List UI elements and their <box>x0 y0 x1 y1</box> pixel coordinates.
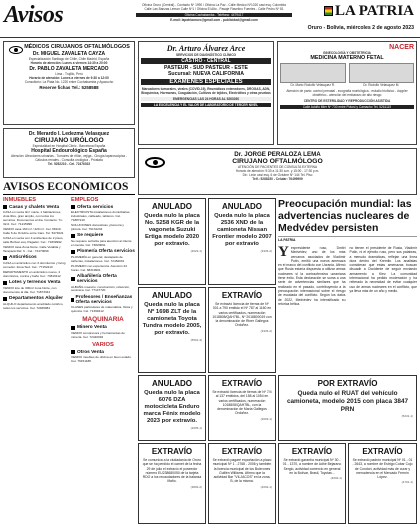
gine-body: Atención de parto: control prenatal - ecografía morfológica - estudio biofísico - doppler obstétrico - atención del embarazo de alto riesgo <box>286 89 408 97</box>
lab-special: EXÁMENES ESPECIALES <box>141 79 271 85</box>
schedule: Horario de atención: Lunes a viernes 14:30 a 20:00 <box>30 61 108 65</box>
subheading-label: Lotes y terrenos Venta <box>9 280 61 286</box>
doctor-name: Dr. JORGE PERALOZA LEMA <box>234 151 321 158</box>
ad-code: (5231-1) <box>401 414 413 419</box>
doctor-photos <box>280 63 414 87</box>
classified-ad: VENDO muebles de oficina en buen estado. Cel. 76151188 <box>71 355 132 363</box>
classified-ad: Se requiere señorita para atención al cliente en tienda. Cel. 73820091 <box>71 238 132 247</box>
classifieds-column-empleos <box>71 197 135 365</box>
square-bullet-icon <box>71 205 75 209</box>
page-header <box>0 0 420 38</box>
brand-name: LA PATRIA <box>334 3 414 19</box>
gine-center: CENTRO DE ESTERILIDAD Y REPRODUCCIÓN ASISTIDA <box>303 99 391 103</box>
lab-details: Marcadores tumorales, virales (COVID-19), Reumáticos extenedores, DROGAS, ADN, Bioquímica, Hormonas, Coagulación, Cultivos de tejidos, Electrólitos y otras pruebas <box>141 87 271 95</box>
ad-box <box>208 443 276 524</box>
hours: Horario de atención: 9:30 a 11:30 a.m. y 15:00 - 17:30 p.m. <box>235 169 320 173</box>
classified-ad: CASA en anticrético con 3 dormitorios y living comedor. Zona Sud. Cel.: 77152410 <box>3 260 66 269</box>
ad-box <box>138 198 206 285</box>
news-column <box>278 246 346 306</box>
classified-category: VARIOS <box>92 341 114 348</box>
classified-subheading <box>71 274 135 284</box>
classified-ad: PLOMERÍA en general, destapado de cañerías, instalaciones. Cel. 72484001 <box>71 254 125 263</box>
ad-box <box>208 287 276 373</box>
ad-box <box>138 287 206 373</box>
issue-date: Oruro - Bolivia, miércoles 2 de agosto 2023 <box>307 25 414 31</box>
classified-subheading <box>3 205 67 210</box>
classifieds-column-inmuebles <box>3 197 67 365</box>
classifieds-title: AVISOS ECONÓMICOS <box>3 181 135 195</box>
lab-quality: LA EXCELENCIA Y EL VALOR DE LABORATORIO DE TERCER NIVEL <box>141 103 271 107</box>
square-bullet-icon <box>3 281 7 285</box>
ad-body: Queda nulo la placa Nº 1698 ZLT de la camioneta Toyota Tundra modelo 2005, por extravío. <box>142 302 202 337</box>
classified-subheading <box>71 249 135 254</box>
brand-flag-icon <box>324 6 333 16</box>
section-logo: Avisos <box>4 2 64 28</box>
ad-box <box>348 443 417 524</box>
header-info-line: Oficina Cochabamba - Teléfono: 4479417 <box>136 13 292 17</box>
header-info-line: E-mail: lapatriaoruro@gmail.com - publicidad@gmail.com <box>170 17 258 22</box>
subheading-label: Minero Venta <box>77 325 107 331</box>
ad-code: (5501-3) <box>190 338 202 343</box>
ad-code: (3003-1) <box>260 416 272 421</box>
classified-ad: VENDO casa 160 m² / 220 m². Cel. 68110. Calle 6 de Octubre entre Caro. Tel. 5274021 <box>3 226 64 235</box>
ad-code: (3333-2) <box>260 249 272 254</box>
classified-ad: CASA en venta 3m² maza, 1 habitaciones, vista libre, gran amplio, con todos los servicios. Documentos al día. Contacto: 71-32-0. Cel.: 71215999 <box>3 210 63 226</box>
ad-body: Se extravió licencia de tierras de Nº 7/4 al 137 emitidos, del 158 al 1054 en varios certificados, numeración 1018808/QAH7BL, con la denominación de María Gallegos Ordoñez. <box>212 390 272 416</box>
header-contact-info <box>96 3 332 22</box>
doctor-name: Dr. Rodolfo Velasquez M. <box>363 83 400 87</box>
header-info-line: Calle Las Banzas Lemon Calle Nº1 / Oficina El Alto - Pasaje Flavelino Fuentes - Calle Pedro Nº 81 <box>144 7 284 12</box>
doctor-name: Dr. Merardo I. Ledezma Velasquez <box>28 131 110 137</box>
classified-ad: DEPARTAMENTO en anticrético nuevo, 2 dormitorios, cocina y baño Cel.: 73816112 <box>3 270 61 278</box>
ad-heading: EXTRAVÍO <box>221 291 263 300</box>
ad-laboratorio <box>138 41 274 145</box>
nacer-logo: NACER <box>389 44 414 51</box>
square-bullet-icon <box>71 326 75 330</box>
news-article <box>278 198 417 373</box>
news-column <box>350 246 418 306</box>
square-bullet-icon <box>3 205 7 209</box>
ad-code: (4002-1) <box>260 484 272 489</box>
news-text: expresidente ruso, Dmitri Medvédev, uno de los más cercanos asociados de Vladímir Putin, emitió una nueva amenaza en el marco del conflicto con Ucrania. Afirmó que Rusia estaría dispuesta a utilizar armas nucleares si la contraofensiva ucraniana tiene éxito. Esta declaración se suma a una serie de advertencias similares que ha realizado en el pasado, contribuyendo a la preocupación internacional sobre el riesgo de escalada del conflicto. Según los datos de 2022, Medvédev ha intensificado su retórica bélica. <box>278 246 346 306</box>
ad-body: Se comunica a la ciudadanía de Oruro que se ha perdido el carnet de la fecha 29 de julio el extravío el poseedor número EU238680050 de la tarjeta RDO a los recaudadores de la balanza Ilfaño. <box>142 458 202 484</box>
ad-code: (3333-2) <box>260 328 272 333</box>
classified-ad: CLASES particulares de matemática, física y química. Cel. 71399412 <box>71 305 133 314</box>
classified-ad: ELECTRICISTA instalaciones domiciliarias, industriales, cableado, tableros. Cel. 71887210 <box>71 210 131 222</box>
subheading-label: Departamentos Alquiler <box>9 296 63 302</box>
ad-body: Se extravió licencia de tierras de Nº 001 a 790 emitido el Nº 787 al 1160 en varios certificados, numeración 1018808/QAH7BL, Nº 2018800019 con la denominación de Riner Gallegos Ordoñez. <box>212 302 272 328</box>
doctor-spec: Especialización Santiago de Chile, Chile Madrid, España <box>28 57 110 61</box>
classified-subheading <box>3 296 67 301</box>
square-bullet-icon <box>3 256 7 260</box>
subheading-label: Profesores / Enseñanzas Oferta servicios <box>75 294 133 305</box>
ad-title: CIRUJANO OFTALMÓLOGO <box>232 158 323 165</box>
ad-box <box>208 375 276 441</box>
doctor-name: Dr. PABLO ZAVALETA MERCADO <box>29 66 109 72</box>
classified-subheading <box>3 255 67 260</box>
column-heading: INMUEBLES <box>3 197 36 203</box>
classified-subheading <box>71 350 135 355</box>
classified-subheading <box>71 295 135 305</box>
ad-code: (4701-1) <box>401 480 413 485</box>
square-bullet-icon <box>3 297 7 301</box>
classified-ad: VENDO compresora y herramientas de minería. Cel. 72440092 <box>71 330 125 339</box>
ad-sub: Especialidad en Hospital Clínic - Barcelona España <box>32 144 106 148</box>
ad-box <box>208 198 276 285</box>
eye-icon <box>9 46 23 54</box>
lab-subtitle: SERVICIOS DE DIAGNÓSTICO CLÍNICO <box>176 53 236 57</box>
gine-subtitle: MEDICINA MATERNO FETAL <box>310 55 384 61</box>
classified-subheading <box>71 325 135 330</box>
ad-body: Queda nulo la placa 6076 DZA motocicleta Enduro marca Fénix modelo 2023 por extravío. <box>143 390 201 425</box>
classified-ad: VENDO casa Zona Norte. Calle Vetaltila y Tarapacá Ref. 6 - Cel.: 72470099 <box>3 245 61 254</box>
square-bullet-icon <box>71 277 75 281</box>
ad-code: (3802-2) <box>190 484 202 489</box>
ad-code: (2005-1) <box>190 426 202 431</box>
subheading-label: Se requiere <box>77 233 104 239</box>
doctor-name: Dr. Mario Rodolfo Velasquez R. <box>290 83 335 87</box>
ad-oftalmologos <box>3 41 135 125</box>
classified-category: MAQUINARIA <box>82 316 124 324</box>
ad-peraloza <box>138 148 417 195</box>
ad-box <box>138 375 206 441</box>
ad-heading: ANULADO <box>152 379 192 388</box>
classified-ad: VENDO lote de 300m² zona Norte, con documentos al día. Cel. 71873344 <box>3 285 57 294</box>
ad-body: Se extravió pagaré exportación a plazo municipal Nº 1 - 2768 - 2006 y también la licencia municipal de los Bolerones Guillén Williams. Afirmo que la actividad Bar "VILJACOS" en la zona, B, de la misma. <box>212 458 272 484</box>
ad-heading: ANULADO <box>222 202 262 211</box>
ad-heading: EXTRAVÍO <box>291 447 333 456</box>
news-headline: Preocupación mundial: las advertencias nucleares de Medvédev persisten <box>278 198 412 234</box>
ad-code: (4002-1) <box>330 476 342 481</box>
ad-body: Queda nulo la placa No. 5258 KGR de la vagoneta Suzuki Ertiga modelo 2020 por extravío. <box>144 213 200 248</box>
schedule: Horario de atención: Lunes a viernes de 9:30 a 12:00 <box>29 76 109 80</box>
square-bullet-icon <box>71 234 75 238</box>
column-heading: EMPLEOS <box>71 197 99 203</box>
eye-icon <box>145 157 165 168</box>
ad-heading: EXTRAVÍO <box>151 447 193 456</box>
ad-urologo <box>3 128 135 178</box>
ad-title: MÉDICOS CIRUJANOS OFTALMÓLOGOS <box>24 44 130 50</box>
lab-line: PASTEUR - SUD PASTEUR - ESTE <box>164 65 248 71</box>
brand-logo <box>324 3 414 20</box>
ad-box <box>138 443 206 524</box>
classified-subheading <box>3 280 67 285</box>
subheading-label: Albañilería Oferta servicios <box>76 274 117 285</box>
classified-subheading <box>71 205 135 210</box>
doctor-place: Lima - Trujillo, Perú <box>55 72 83 76</box>
drop-cap: Y <box>278 244 289 260</box>
ad-box <box>278 375 417 441</box>
ad-body: Queda nulo la placa 2536 XND de la camioneta Nissan Frontier modelo 2007 por extravío <box>212 213 272 248</box>
ad-body: Se extravió padrón municipal Nº 01 - 01 - 2643, a nombre de Estrigo Cobar Cojo de Condori, actividad más de curar y menudencia en el Mercado Fermín López. <box>352 458 413 480</box>
ad-box <box>278 443 346 524</box>
subheading-label: Casas y chalets Venta <box>9 204 60 210</box>
ad-ginecologia <box>277 41 417 145</box>
subheading-label: Otros Venta <box>77 349 104 355</box>
hospital-name: Hospital Endourológico España <box>31 148 107 154</box>
lab-line: Sucursal: NUEVA CALIFORNIA <box>167 71 245 77</box>
ad-title: CIRUJANO URÓLOGO <box>34 137 104 144</box>
header-info-line: Oficina Oruro (Central) - Contacto Nº 1990 / Oficina La Paz - Calle Mexico Nº1020 casi esq. Colombia <box>142 3 286 7</box>
doctor-photo <box>349 63 415 83</box>
classifieds-section <box>3 181 135 524</box>
address: Consultorio: La Plata No. 1220 entre Cochabamba y Ayacucho <box>24 80 114 84</box>
lab-title: Dr. Arturo Álvarez Arce <box>166 44 246 53</box>
subheading-label: Anticréticos <box>9 255 37 261</box>
gine-title: GINECOLOGÍA Y OBSTETRICIA <box>323 51 371 55</box>
classified-ad: ALQUILO departamento amoblado céntrico, todos los servicios. Cel. 72466981 <box>3 301 64 310</box>
ad-heading: EXTRAVÍO <box>362 447 403 456</box>
ad-heading: ANULADO <box>152 291 192 300</box>
phone: Telf.: 5288150 - Celular: 76499999 <box>252 177 303 181</box>
square-bullet-icon <box>71 350 75 354</box>
subheading-label: Plomería Oferta servicios <box>77 249 135 255</box>
news-byline: LA PATRIA <box>278 236 417 242</box>
subheading-label: Oferta servicios <box>77 204 114 210</box>
news-text: no tienen el presidente de Rusia, Vladímir Putin, ni el ejército ruso, pero sus palabras, a menudo dramáticas, reflejan una línea dura dentro del Kremlin. Los analistas consideran que estas amenazas buscan disuadir a Occidente de seguir enviando armamento a Kiev. La comunidad internacional ha pedido moderación y ha reiterado la necesidad de evitar cualquier uso de armas nucleares en el conflicto, que ya lleva más de un año y medio. <box>349 246 417 293</box>
square-bullet-icon <box>71 250 75 254</box>
ad-heading: EXTRAVÍO <box>221 379 263 388</box>
ad-body: Atención: Afecciones urinarias - Tumores de riñón, vejiga - Cirugía laparoscópica - Cálculos renales - Consulta urológica - Próstata <box>10 154 128 162</box>
gine-footer: Calle Adolfo Mier Nº 730 entre Potosí y Camacho Tel. 5261119 <box>280 105 414 109</box>
ad-heading: POR EXTRAVÍO <box>317 379 378 388</box>
address: Dir.: León casi esq. 6 de Octubre Nº 144 Tel. Piso <box>242 173 313 177</box>
classified-ad: PLOMERO con experiencia. Atención 24 horas. Cel. 68319901 <box>71 263 127 272</box>
ad-sub: ATENCIÓN DE PACIENTES DE CONSULTA EXTERNA <box>237 165 318 169</box>
lab-central: CASTRO - CENTRAL <box>141 58 271 64</box>
ad-body: Se extravió garantía municipal Nº 30 - 01 - 1370, a nombre de Adhe Bejarano Sergio, actividad comercio en general en la Bolívar, Brasil, Toyotas... <box>282 458 342 475</box>
phone: Reserve fichas Tel.: 5258588 <box>39 85 99 90</box>
classified-subheading <box>71 233 135 238</box>
doctor-photo <box>280 63 346 83</box>
square-bullet-icon <box>71 298 74 302</box>
ad-body: Queda nulo el RUAT del vehículo camioneta, modelo 2015 con placa 3847 PRN <box>286 390 409 413</box>
ad-code: (2023-1) <box>190 249 202 254</box>
ad-heading: EXTRAVÍO <box>221 447 263 456</box>
classified-ad: SOLUCIONES domésticas, plomería y pintura. Cel. 76131234 <box>71 223 124 231</box>
ad-heading: ANULADO <box>152 202 192 211</box>
classified-ad: ALBAÑIL maestro: construcción, refacción, cerámica. Cel. 77147720 <box>71 284 130 293</box>
phone: Tel. 5252210 - Cel. 72476022 <box>47 162 91 166</box>
lab-emergency: EMERGENCIAS LAS 24 HORAS AL 5263030 <box>141 97 271 101</box>
classified-ad: CASA en venta con 4 ambientes de 2 pisos, calle Bolívar esq. Pagador. Cel.: 71839992 <box>3 236 64 244</box>
doctor-name: Dr. MIGUEL ZAVALETA CAYZA <box>32 51 106 57</box>
